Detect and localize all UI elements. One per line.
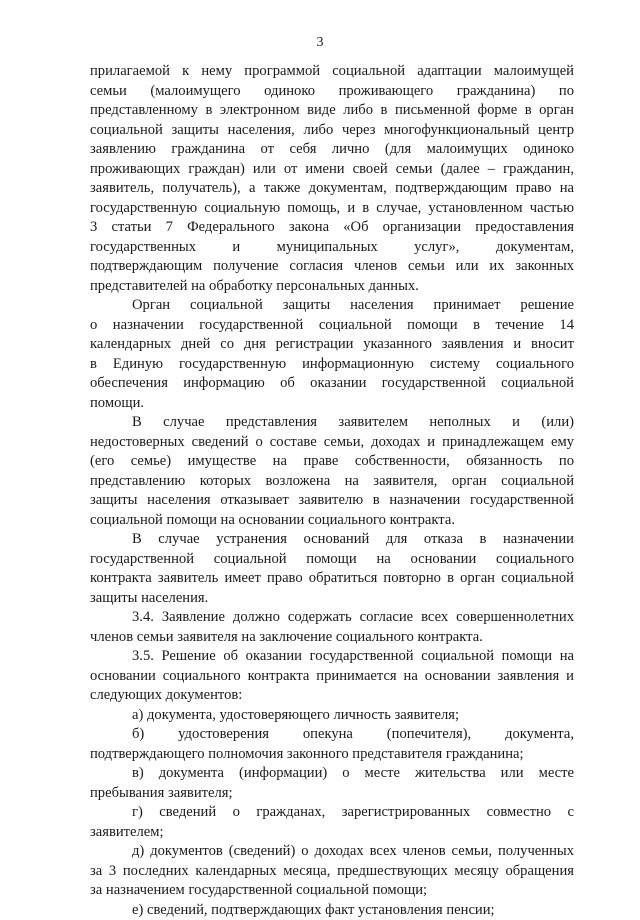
text-line: представлению которых возложена на заявителя, орган социальной	[90, 472, 574, 492]
text-line: представленному в электронном виде либо в письменной форме в орган	[90, 101, 574, 121]
text-line: в) документа (информации) о месте жительства или месте	[90, 764, 574, 784]
text-line: заявлению гражданина от себя лично (для малоимущих одиноко	[90, 140, 574, 160]
paragraph	[90, 413, 574, 530]
text-line: в Единую государственную информационную систему социального	[90, 355, 574, 375]
text-line: пребывания заявителя;	[90, 784, 574, 804]
paragraph	[90, 530, 574, 608]
text-line: семьи (малоимущего одиноко проживающего гражданина) по	[90, 82, 574, 102]
text-line: заявителем;	[90, 823, 574, 843]
text-line: Орган социальной защиты населения принимает решение	[90, 296, 574, 316]
text-line: б) удостоверения опекуна (попечителя), документа,	[90, 725, 574, 745]
text-line: представителей на обработку персональных данных.	[90, 277, 574, 297]
text-line: государственную социальную помощь, и в случае, установленном частью	[90, 199, 574, 219]
text-line: а) документа, удостоверяющего личность заявителя;	[90, 706, 574, 726]
text-line: защиты населения отказывает заявителю в назначении государственной	[90, 491, 574, 511]
text-line: подтверждающим получение согласия членов семьи или их законных	[90, 257, 574, 277]
paragraph	[90, 608, 574, 647]
paragraph	[90, 62, 574, 296]
text-line: государственных и муниципальных услуг», документам,	[90, 238, 574, 258]
text-line: д) документов (сведений) о доходах всех членов семьи, полученных	[90, 842, 574, 862]
list-item	[90, 725, 574, 764]
paragraph	[90, 296, 574, 413]
text-line: 3 статьи 7 Федерального закона «Об организации предоставления	[90, 218, 574, 238]
text-line: о назначении государственной социальной помощи в течение 14	[90, 316, 574, 336]
page-number: 3	[0, 34, 640, 52]
text-line: подтверждающего полномочия законного представителя гражданина;	[90, 745, 574, 765]
text-line: проживающих граждан) или от имени своей семьи (далее – гражданин,	[90, 160, 574, 180]
list-item	[90, 706, 574, 726]
text-line: помощи.	[90, 394, 574, 414]
text-line: основании социального контракта принимается на основании заявления и	[90, 667, 574, 687]
text-line: недостоверных сведений о составе семьи, доходах и принадлежащем ему	[90, 433, 574, 453]
text-line: защиты населения.	[90, 589, 574, 609]
text-line: социальной защиты населения, либо через многофункциональный центр	[90, 121, 574, 141]
text-line: обеспечения информацию об оказании государственной социальной	[90, 374, 574, 394]
text-line: 3.5. Решение об оказании государственной социальной помощи на	[90, 647, 574, 667]
text-line: членов семьи заявителя на заключение социального контракта.	[90, 628, 574, 648]
text-line: государственной социальной помощи на основании социального	[90, 550, 574, 570]
text-line: е) сведений, подтверждающих факт установления пенсии;	[90, 901, 574, 920]
text-line: следующих документов:	[90, 686, 574, 706]
text-line: В случае устранения оснований для отказа в назначении	[90, 530, 574, 550]
text-line: за назначением государственной социальной помощи;	[90, 881, 574, 901]
text-line: прилагаемой к нему программой социальной адаптации малоимущей	[90, 62, 574, 82]
text-line: (его семье) имуществе на праве собственности, обязанность по	[90, 452, 574, 472]
list-item	[90, 842, 574, 901]
paragraph	[90, 647, 574, 706]
document-body	[90, 62, 574, 920]
text-line: календарных дней со дня регистрации указанного заявления и вносит	[90, 335, 574, 355]
list-item	[90, 901, 574, 920]
text-line: социальной помощи на основании социального контракта.	[90, 511, 574, 531]
list-item	[90, 803, 574, 842]
list-item	[90, 764, 574, 803]
text-line: В случае представления заявителем неполных и (или)	[90, 413, 574, 433]
text-line: за 3 последних календарных месяца, предшествующих месяцу обращения	[90, 862, 574, 882]
text-line: контракта заявитель имеет право обратиться повторно в орган социальной	[90, 569, 574, 589]
text-line: г) сведений о гражданах, зарегистрированных совместно с	[90, 803, 574, 823]
text-line: 3.4. Заявление должно содержать согласие всех совершеннолетних	[90, 608, 574, 628]
text-line: заявитель, получатель), а также документам, подтверждающим право на	[90, 179, 574, 199]
